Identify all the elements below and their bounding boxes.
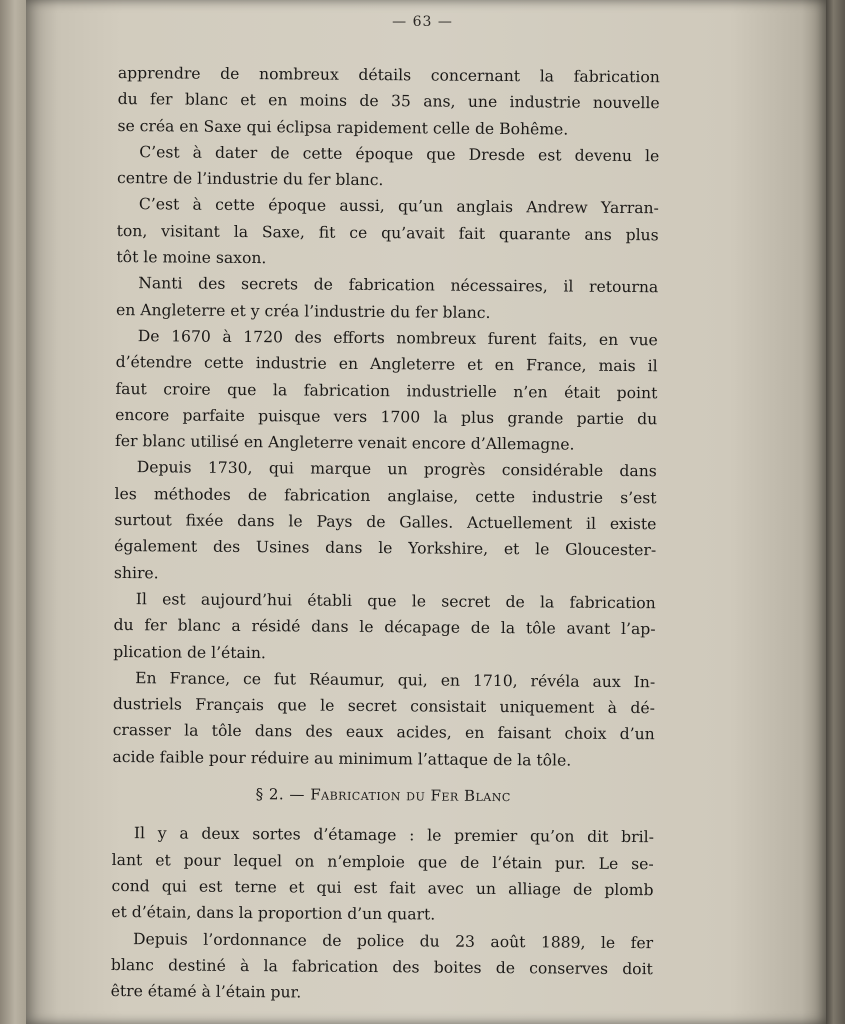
text-line: se créa en Saxe qui éclipsa rapidement celle de Bohême. (117, 116, 569, 139)
text-line: tôt le moine saxon. (116, 248, 267, 268)
paragraph (113, 586, 656, 669)
text-line: Depuis l’ordonnance de police du 23 août 1889, le fer (133, 929, 654, 952)
paragraph (115, 323, 658, 459)
text-line: fer blanc utilisé en Angleterre venait encore d’Allemagne. (114, 432, 575, 454)
text-line: Nanti des secrets de fabrication nécessaires, il retourna (138, 274, 659, 297)
text-line: lant et pour lequel on n’emploie que de l’étain pur. Le se- (111, 850, 654, 873)
paragraph (112, 665, 655, 774)
text-line: également des Usines dans le Yorkshire, et le Gloucester- (114, 537, 657, 560)
section-number: § 2. — (255, 785, 306, 804)
text-line: cond qui est terne et qui est fait avec un alliage de plomb (111, 876, 654, 900)
text-line: faut croire que la fabrication industrielle n’en était point (115, 379, 658, 402)
text-line: surtout fixée dans le Pays de Galles. Actuellement il existe (114, 511, 657, 534)
paragraph (117, 60, 660, 143)
text-line: d’étendre cette industrie en Angleterre et en France, mais il (115, 353, 658, 376)
text-line: du fer blanc et en moins de 35 ans, une industrie nouvelle (117, 90, 660, 113)
text-line: et d’étain, dans la proportion d’un quart. (111, 903, 436, 924)
text-line: être étamé à l’étain pur. (110, 982, 302, 1002)
page-number: — 63 — (392, 14, 453, 30)
paragraph (116, 191, 659, 274)
section-heading (112, 780, 654, 811)
text-line: shire. (113, 563, 159, 582)
section-paragraphs (111, 820, 654, 1008)
text-line: dustriels Français que le secret consistait uniquement à dé- (112, 695, 655, 718)
text-line: apprendre de nombreux détails concernant la fabrication (117, 63, 660, 87)
section-title: Fabrication du Fer Blanc (310, 785, 511, 806)
text-line: en Angleterre et y créa l’industrie du fer blanc. (115, 300, 491, 322)
text-line: les méthodes de fabrication anglaise, cette industrie s’est (114, 484, 657, 507)
text-line: C’est à dater de cette époque que Dresde est devenu le (139, 143, 660, 166)
paragraph (117, 139, 659, 196)
text-line: C’est à cette époque aussi, qu’un anglais Andrew Yarran- (138, 195, 659, 218)
text-line: ton, visitant la Saxe, fit ce qu’avait fait quarante ans plus (116, 221, 659, 245)
body-paragraphs (112, 60, 660, 774)
text-line: Il y a deux sortes d’étamage : le premier qu’on dit bril- (133, 824, 654, 847)
paragraph (114, 454, 657, 590)
book-binding-edge (826, 0, 845, 1024)
text-line: Il est aujourd’hui établi que le secret de la fabrication (135, 590, 656, 613)
page-body (111, 60, 660, 1009)
text-line: En France, ce fut Réaumur, qui, en 1710, révéla aux In- (135, 668, 656, 692)
paragraph (116, 270, 658, 327)
text-line: plication de l’étain. (113, 642, 266, 662)
paragraph (111, 820, 654, 929)
text-line: acide faible pour réduire au minimum l’attaque de la tôle. (112, 747, 572, 770)
text-line: encore parfaite puisque vers 1700 la plus grande partie du (115, 405, 658, 429)
text-line: Depuis 1730, qui marque un progrès considérable dans (136, 458, 657, 481)
text-line: du fer blanc a résidé dans le décapage de la tôle avant l’ap- (113, 616, 656, 639)
text-line: De 1670 à 1720 des efforts nombreux furent faits, en vue (137, 327, 658, 350)
text-line: centre de l’industrie du fer blanc. (117, 169, 384, 190)
paragraph (111, 925, 654, 1008)
text-line: blanc destiné à la fabrication des boites de conserves doit (110, 955, 653, 979)
text-line: crasser la tôle dans des eaux acides, en faisant choix d’un (112, 721, 655, 744)
